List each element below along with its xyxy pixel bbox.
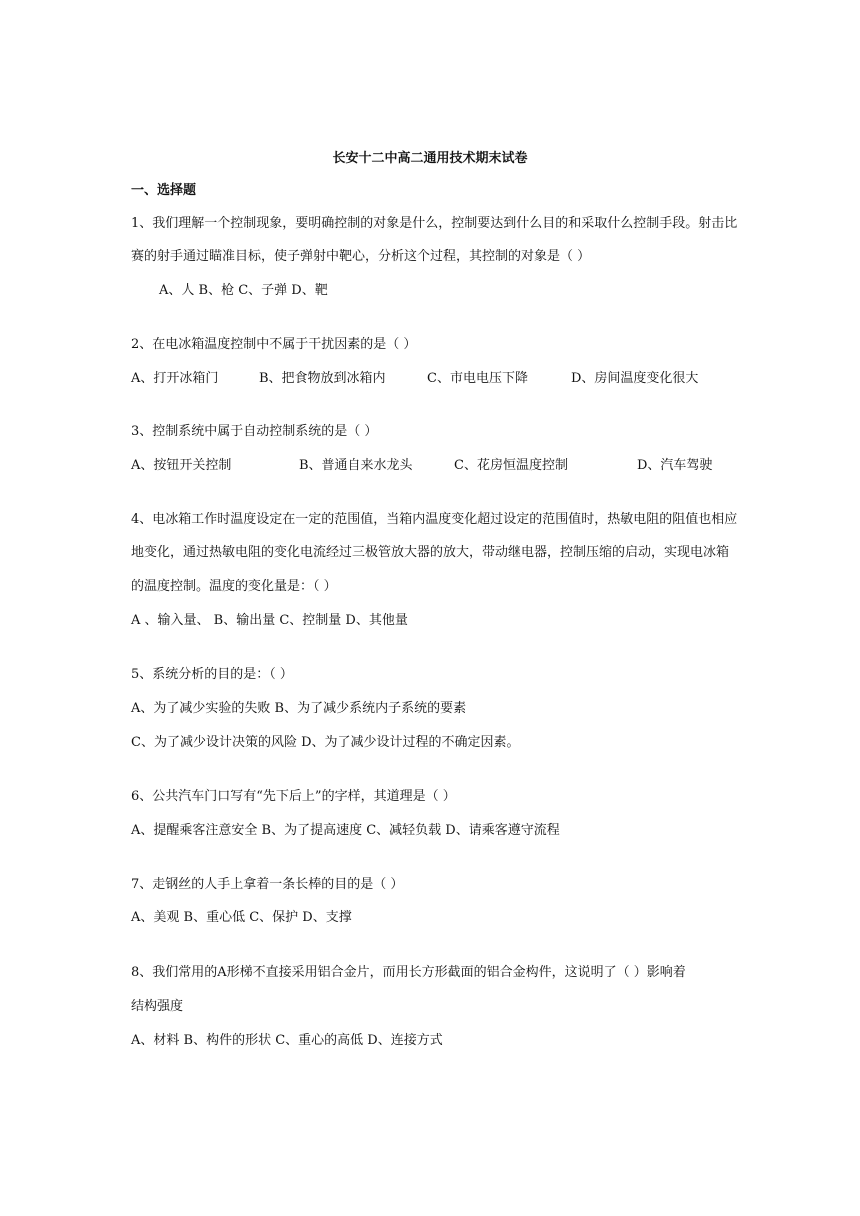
question-3-stem: 3、控制系统中属于自动控制系统的是（ ） <box>131 424 378 439</box>
question-8-line-1: 8、我们常用的A形梯不直接采用铝合金片，而用长方形截面的铝合金构件，这说明了（ ）影响着 <box>131 965 686 980</box>
question-3-option-c: C、花房恒温度控制 <box>454 458 568 473</box>
question-4-options: A 、输入量、 B、输出量 C、控制量 D、其他量 <box>131 613 408 628</box>
question-2-option-c: C、市电电压下降 <box>427 371 528 386</box>
question-5-stem: 5、系统分析的目的是：（ ） <box>131 667 293 682</box>
question-4-line-3: 的温度控制。温度的变化量是：（ ） <box>131 579 337 594</box>
page-title: 长安十二中高二通用技术期末试卷 <box>332 151 528 166</box>
question-1-line-1: 1、我们理解一个控制现象，要明确控制的对象是什么，控制要达到什么目的和采取什么控制手段。射击比 <box>131 216 738 231</box>
question-5-options-line-1: A、为了减少实验的失败 B、为了减少系统内子系统的要素 <box>131 701 467 716</box>
question-8-line-2: 结构强度 <box>131 999 184 1014</box>
question-1-options: A、人 B、枪 C、子弹 D、靶 <box>159 283 328 298</box>
question-5-options-line-2: C、为了减少设计决策的风险 D、为了减少设计过程的不确定因素。 <box>131 735 520 750</box>
question-2-stem: 2、在电冰箱温度控制中不属于干扰因素的是（ ） <box>131 337 417 352</box>
question-2-option-a: A、打开冰箱门 <box>131 371 219 386</box>
question-3-option-d: D、汽车驾驶 <box>637 458 713 473</box>
question-6-stem: 6、公共汽车门口写有“先下后上”的字样，其道理是（ ） <box>131 789 456 804</box>
question-7-options: A、美观 B、重心低 C、保护 D、支撑 <box>131 910 352 925</box>
question-1-line-2: 赛的射手通过瞄准目标，使子弹射中靶心，分析这个过程，其控制的对象是（ ） <box>131 249 591 264</box>
question-2-option-b: B、把食物放到冰箱内 <box>259 371 386 386</box>
question-3-option-b: B、普通自来水龙头 <box>299 458 413 473</box>
question-4-line-2: 地变化，通过热敏电阻的变化电流经过三极管放大器的放大，带动继电器，控制压缩的启动，实现电冰箱 <box>131 545 730 560</box>
question-2-option-d: D、房间温度变化很大 <box>571 371 699 386</box>
question-6-options: A、提醒乘客注意安全 B、为了提高速度 C、减轻负载 D、请乘客遵守流程 <box>131 823 560 838</box>
question-8-options: A、材料 B、构件的形状 C、重心的高低 D、连接方式 <box>131 1033 443 1048</box>
question-7-stem: 7、走钢丝的人手上拿着一条长棒的目的是（ ） <box>131 877 404 892</box>
question-3-option-a: A、按钮开关控制 <box>131 458 232 473</box>
question-4-line-1: 4、电冰箱工作时温度设定在一定的范围值，当箱内温度变化超过设定的范围值时，热敏电阻的阻值也相应 <box>131 512 738 527</box>
section-heading: 一、选择题 <box>131 183 197 198</box>
